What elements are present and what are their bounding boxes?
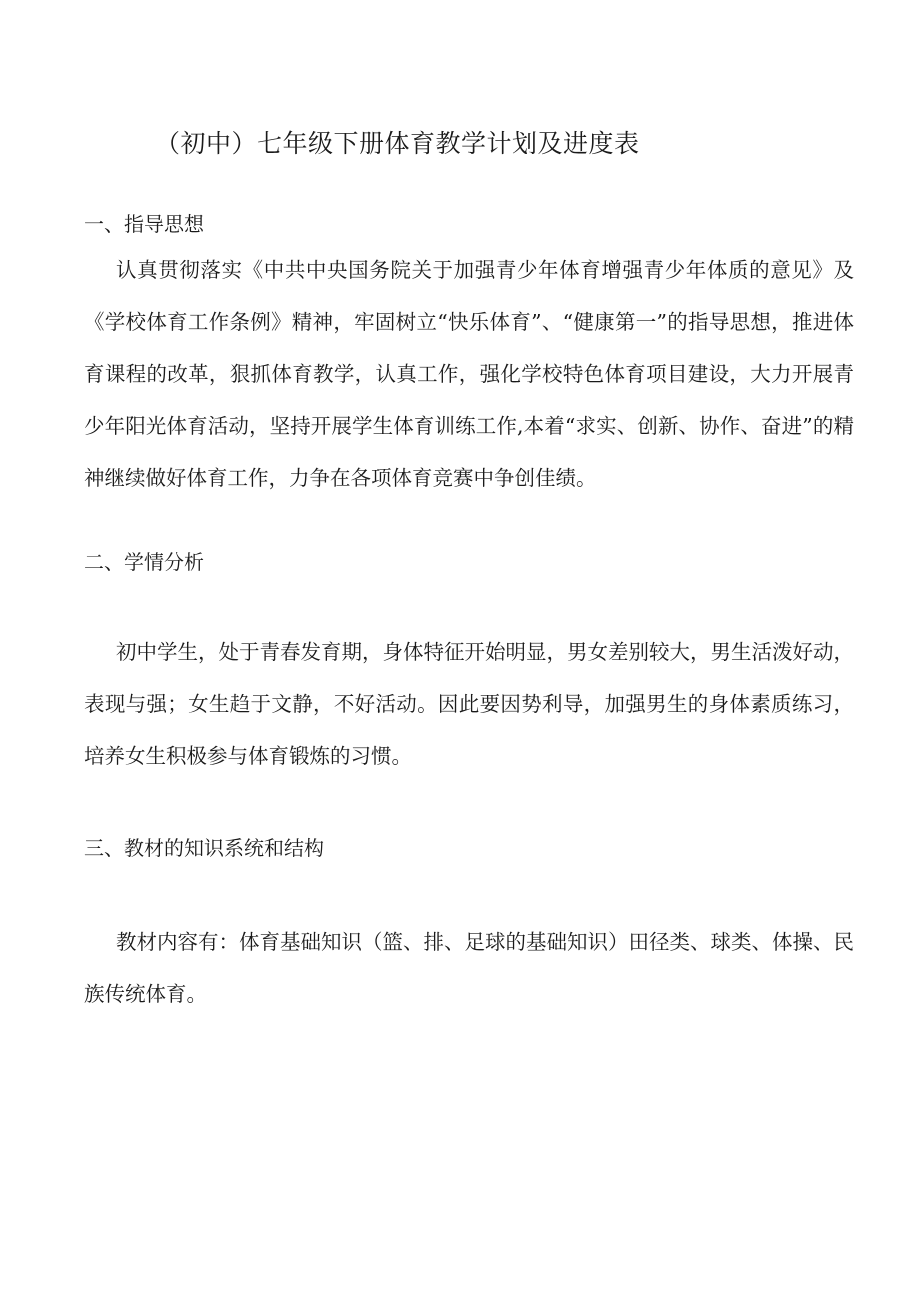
section-heading-curriculum-structure: 三、教材的知识系统和结构 bbox=[84, 836, 324, 860]
section-paragraph-guiding-ideology: 认真贯彻落实《中共中央国务院关于加强青少年体育增强青少年体质的意见》及《学校体育工作条例》精神，牢固树立“快乐体育”、“健康第一”的指导思想，推进体育课程的改革，狠抓体育教学，认真工作，强化学校特色体育项目建设，大力开展青少年阳光体育活动，坚持开展学生体育训练工作,本着“求实、创新、协作、奋进”的精神继续做好体育工作，力争在各项体育竞赛中争创佳绩。 bbox=[84, 258, 854, 490]
document-title: （初中）七年级下册体育教学计划及进度表 bbox=[155, 129, 640, 158]
section-heading-guiding-ideology: 一、指导思想 bbox=[84, 212, 204, 236]
section-paragraph-curriculum-structure: 教材内容有：体育基础知识（篮、排、足球的基础知识）田径类、球类、体操、民族传统体育。 bbox=[84, 930, 854, 1006]
section-paragraph-student-analysis: 初中学生，处于青春发育期，身体特征开始明显，男女差别较大，男生活泼好动，表现与强；女生趋于文静，不好活动。因此要因势利导，加强男生的身体素质练习，培养女生积极参与体育锻炼的习惯。 bbox=[84, 640, 854, 768]
section-heading-student-analysis: 二、学情分析 bbox=[84, 550, 204, 574]
